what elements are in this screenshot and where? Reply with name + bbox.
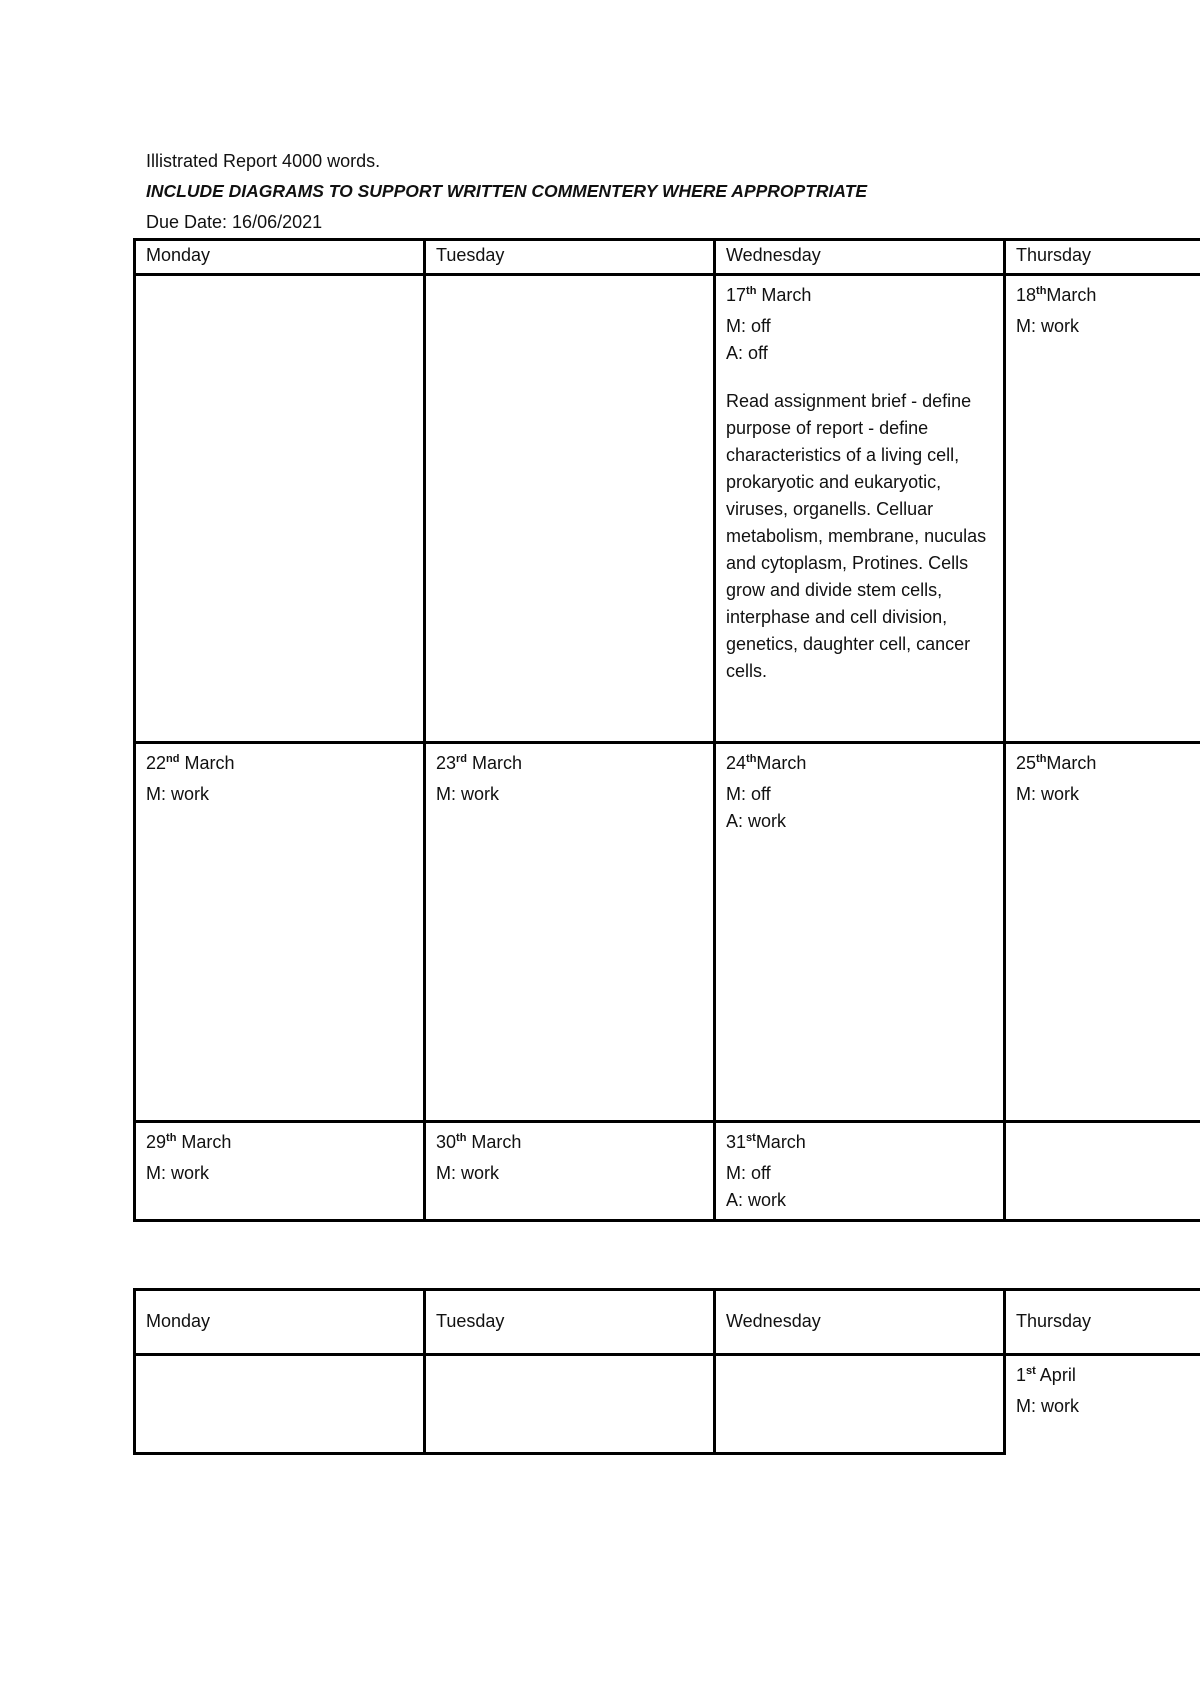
day-header-thursday: Thursday — [1005, 1290, 1200, 1355]
day-header-tuesday: Tuesday — [425, 240, 715, 275]
day-cell-30-march — [425, 1122, 715, 1221]
date-label: 1st April — [1016, 1365, 1076, 1385]
afternoon-status: A: work — [726, 811, 787, 831]
morning-status: M: off — [726, 1163, 771, 1183]
day-cell-29-march — [135, 1122, 425, 1221]
day-cell-1-april — [1005, 1355, 1200, 1454]
day-header-tuesday: Tuesday — [425, 1290, 715, 1355]
task-note: Read assignment brief - define purpose of report - define characteristics of a living cell, prokaryotic and eukaryotic, viruses, organells. Celluar metabolism, membrane, nuculas and cytoplasm, Protines. Cells grow and divide stem cells, interphase and cell division, genetics, daughter cell, cancer cells. — [726, 391, 987, 681]
day-cell-18-march — [1005, 275, 1200, 743]
day-header-monday: Monday — [135, 1290, 425, 1355]
week-row-4 — [135, 1355, 1200, 1454]
morning-status: M: work — [436, 784, 499, 804]
morning-status: M: work — [1016, 1396, 1079, 1416]
day-cell-17-march — [715, 275, 1005, 743]
day-cell-25-march — [1005, 743, 1200, 1122]
morning-status: M: off — [726, 784, 771, 804]
report-title: Illistrated Report 4000 words. — [146, 151, 381, 171]
date-label: 31stMarch — [726, 1132, 806, 1152]
empty-cell — [135, 1355, 425, 1454]
week-row-2 — [135, 743, 1200, 1122]
empty-cell — [1005, 1122, 1200, 1221]
day-header-wednesday: Wednesday — [715, 240, 1005, 275]
empty-cell — [425, 275, 715, 743]
morning-status: M: work — [1016, 316, 1079, 336]
day-cell-24-march — [715, 743, 1005, 1122]
empty-cell — [715, 1355, 1005, 1454]
header-row — [135, 240, 1200, 275]
morning-status: M: off — [726, 316, 771, 336]
day-cell-23-march — [425, 743, 715, 1122]
date-label: 29th March — [146, 1132, 232, 1152]
date-label: 30th March — [436, 1132, 522, 1152]
instruction-heading: INCLUDE DIAGRAMS TO SUPPORT WRITTEN COMMENTERY WHERE APPROPTRIATE — [146, 181, 868, 201]
date-label: 25thMarch — [1016, 753, 1097, 773]
date-label: 24thMarch — [726, 753, 807, 773]
due-date: Due Date: 16/06/2021 — [146, 212, 323, 232]
day-cell-31-march — [715, 1122, 1005, 1221]
empty-cell — [425, 1355, 715, 1454]
empty-cell — [135, 275, 425, 743]
schedule-table-march — [133, 238, 1200, 1222]
date-label: 22nd March — [146, 753, 235, 773]
day-header-monday: Monday — [135, 240, 425, 275]
week-row-3 — [135, 1122, 1200, 1221]
week-row-1 — [135, 275, 1200, 743]
morning-status: M: work — [146, 1163, 209, 1183]
morning-status: M: work — [1016, 784, 1079, 804]
day-header-thursday: Thursday — [1005, 240, 1200, 275]
schedule-table-april — [133, 1288, 1200, 1455]
date-label: 17th March — [726, 285, 812, 305]
afternoon-status: A: off — [726, 343, 768, 363]
morning-status: M: work — [436, 1163, 499, 1183]
date-label: 23rd March — [436, 753, 523, 773]
header-row — [135, 1290, 1200, 1355]
date-label: 18thMarch — [1016, 285, 1097, 305]
day-cell-22-march — [135, 743, 425, 1122]
afternoon-status: A: work — [726, 1190, 787, 1210]
morning-status: M: work — [146, 784, 209, 804]
day-header-wednesday: Wednesday — [715, 1290, 1005, 1355]
